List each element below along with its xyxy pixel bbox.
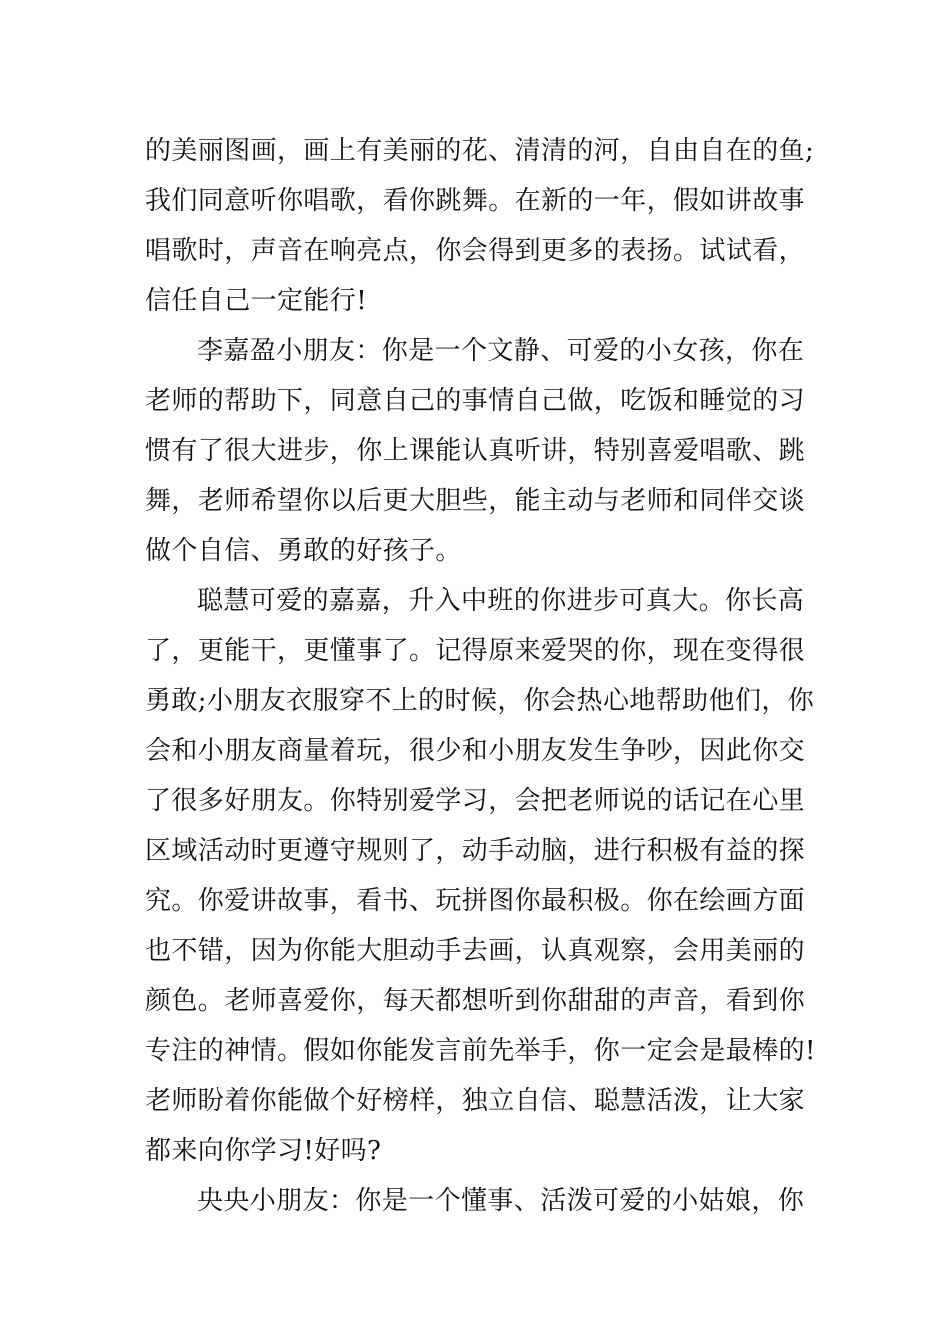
text-line: 专注的神情。假如你能发言前先举手，你一定会是最棒的! bbox=[145, 1036, 816, 1066]
text-line: 的美丽图画，画上有美丽的花、清清的河，自由自在的鱼; bbox=[145, 136, 815, 166]
text-line: 究。你爱讲故事，看书、玩拼图你最积极。你在绘画方面 bbox=[145, 886, 806, 916]
paragraph-start-line: 李嘉盈小朋友：你是一个文静、可爱的小女孩，你在 bbox=[197, 336, 805, 366]
text-line: 惯有了很大进步，你上课能认真听讲，特别喜爱唱歌、跳 bbox=[145, 436, 806, 466]
text-line: 勇敢;小朋友衣服穿不上的时候，你会热心地帮助他们，你 bbox=[145, 686, 815, 716]
text-line: 我们同意听你唱歌，看你跳舞。在新的一年，假如讲故事 bbox=[145, 186, 806, 216]
text-line: 了，更能干，更懂事了。记得原来爱哭的你，现在变得很 bbox=[145, 636, 806, 666]
document-body bbox=[145, 126, 815, 1226]
text-line: 颜色。老师喜爱你，每天都想听到你甜甜的声音，看到你 bbox=[145, 986, 806, 1016]
text-line: 区域活动时更遵守规则了，动手动脑，进行积极有益的探 bbox=[145, 836, 806, 866]
paragraph-start-line: 央央小朋友：你是一个懂事、活泼可爱的小姑娘，你 bbox=[197, 1186, 805, 1216]
text-line: 老师盼着你能做个好榜样，独立自信、聪慧活泼，让大家 bbox=[145, 1086, 806, 1116]
text-line: 都来向你学习!好吗? bbox=[145, 1136, 382, 1166]
text-line: 也不错，因为你能大胆动手去画，认真观察，会用美丽的 bbox=[145, 936, 806, 966]
text-line: 唱歌时，声音在响亮点，你会得到更多的表扬。试试看， bbox=[145, 236, 806, 266]
text-line: 老师的帮助下，同意自己的事情自己做，吃饭和睡觉的习 bbox=[145, 386, 806, 416]
text-line: 舞，老师希望你以后更大胆些，能主动与老师和同伴交谈 bbox=[145, 486, 806, 516]
text-line: 会和小朋友商量着玩，很少和小朋友发生争吵，因此你交 bbox=[145, 736, 806, 766]
text-line: 信任自己一定能行! bbox=[145, 286, 368, 316]
text-line: 做个自信、勇敢的好孩子。 bbox=[145, 536, 462, 566]
text-line: 了很多好朋友。你特别爱学习，会把老师说的话记在心里 bbox=[145, 786, 806, 816]
paragraph-start-line: 聪慧可爱的嘉嘉，升入中班的你进步可真大。你长高 bbox=[197, 586, 805, 616]
